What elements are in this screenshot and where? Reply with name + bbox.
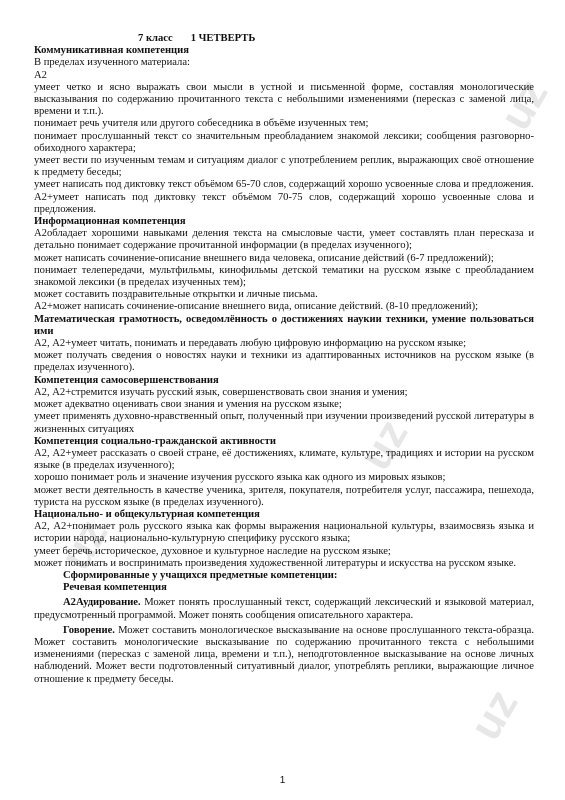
list-item: А2, А2+стремится изучать русский язык, совершенствовать свои знания и умения;: [34, 386, 408, 398]
list-item: хорошо понимает роль и значение изучения русского языка как одного из мировых языков;: [34, 472, 446, 484]
section-heading-civic: Компетенция социально-гражданской активности: [34, 435, 276, 447]
watermark: uz: [490, 71, 558, 139]
list-item: умеет применять духовно-нравственный опыт, полученный при изучении произведений русской литературы в жизненных ситуациях: [34, 411, 534, 435]
subject-heading: Сформированные у учащихся предметные компетенции:: [63, 569, 338, 581]
section-heading-math: Математическая грамотность, осведомлённость о достижениях наукии техники, умение пользоваться ими: [34, 313, 534, 337]
list-item: может вести деятельность в качестве ученика, зрителя, покупателя, потребителя услуг, пассажира, пешехода, туриста на русском языке (в пределах изученного).: [34, 484, 534, 508]
list-item: А2+умеет написать под диктовку текст объёмом 70-75 слов, содержащий хорошо усвоенные слова и предложения.: [34, 191, 534, 215]
watermark: uz: [50, 511, 118, 579]
document-page: [34, 33, 534, 686]
list-item: А2обладает хорошими навыками деления текста на смысловые части, умеет составлять план пересказа и детально понимает содержание прочитанной информации (в пределах изученного);: [34, 228, 534, 252]
list-item: понимает телепередачи, мультфильмы, кинофильмы детской тематики на русском языке с преобладанием знакомой лексики (в пределах изученных тем);: [34, 264, 534, 289]
list-item: А2, А2+умеет рассказать о своей стране, её достижениях, климате, культуре, традициях и истории на русском языке (в пределах изученного);: [34, 447, 534, 472]
list-item: может адекватно оценивать свои знания и умения на русском языке;: [34, 399, 342, 411]
list-item: может получать сведения о новостях науки и техники из адаптированных источников на русском языке (в пределах изученного).: [34, 350, 534, 374]
speech-heading: Речевая компетенция: [63, 582, 167, 594]
section-heading-communicative: Коммуникативная компетенция: [34, 45, 189, 57]
list-item: А2+может написать сочинение-описание внешнего вида, описание действий. (8-10 предложений);: [34, 301, 479, 313]
watermark: uz: [350, 411, 418, 479]
document-title: [34, 33, 534, 45]
list-item: может понимать и воспринимать произведения художественной литературы и искусства на русском языке.: [34, 557, 517, 569]
section-heading-self-improvement: Компетенция самосовершенствования: [34, 374, 219, 386]
list-item: понимает речь учителя или другого собеседника в объёме изученных тем;: [34, 118, 369, 130]
watermark: uz: [460, 681, 528, 749]
list-item: умеет четко и ясно выражать свои мысли в устной и письменной форме, составляя монологические высказывания по содержанию прочитанного текста с небольшими изменениями (пересказ с заменой лица, времени и т.п.).: [34, 81, 534, 118]
grade-label: 7 класс: [138, 33, 173, 44]
section-heading-national: Национально- и общекультурная компетенция: [34, 508, 260, 520]
listening-paragraph: [34, 597, 534, 621]
list-item: может составить поздравительные открытки и личные письма.: [34, 289, 318, 301]
list-item: умеет беречь историческое, духовное и культурное наследие на русском языке;: [34, 545, 391, 557]
list-item: умеет вести по изученным темам и ситуациям диалог с употреблением реплик, выражающих своё отношение к предмету беседы;: [34, 155, 534, 179]
list-item: А2, А2+понимает роль русского языка как формы выражения национальной культуры, взаимосвязь языка и истории народа, национально-культурную специфику русского языка;: [34, 521, 534, 545]
listening-label: А2Аудирование.: [63, 597, 141, 609]
level-label: А2: [34, 69, 47, 81]
speaking-text: Может составить монологическое высказывание на основе прослушанного текста-образца. Может составить монологические высказывание по содержанию прочитанного текста с небольшими изменениями (пересказ с заменой лица, времени и т.п.), неподготовленное высказывание на основе личных наблюдений. Может вести подготовленный ситуативный диалог, употреблять реплики, выражающие личное отношение к предмету беседы.: [34, 624, 534, 685]
list-item: А2, А2+умеет читать, понимать и передавать любую цифровую информацию на русском языке;: [34, 338, 467, 350]
page-number: 1: [279, 775, 286, 786]
speaking-paragraph: [34, 625, 534, 686]
list-item: понимает прослушанный текст со значительным преобладанием знакомой лексики; сообщения разговорно-обиходного характера;: [34, 130, 534, 154]
section-heading-informational: Информационная компетенция: [34, 216, 186, 228]
intro-text: В пределах изученного материала:: [34, 57, 190, 69]
quarter-label: 1 ЧЕТВЕРТЬ: [190, 33, 256, 44]
speaking-label: Говорение.: [63, 624, 115, 636]
list-item: может написать сочинение-описание внешнего вида человека, описание действий (6-7 предложений);: [34, 252, 494, 264]
listening-text: Может понять прослушанный текст, содержащий лексический и языковой материал, предусмотренный программой. Может понять сообщения описательного характера.: [34, 597, 534, 621]
list-item: умеет написать под диктовку текст объёмом 65-70 слов, содержащий хорошо усвоенные слова и предложения.: [34, 179, 534, 191]
